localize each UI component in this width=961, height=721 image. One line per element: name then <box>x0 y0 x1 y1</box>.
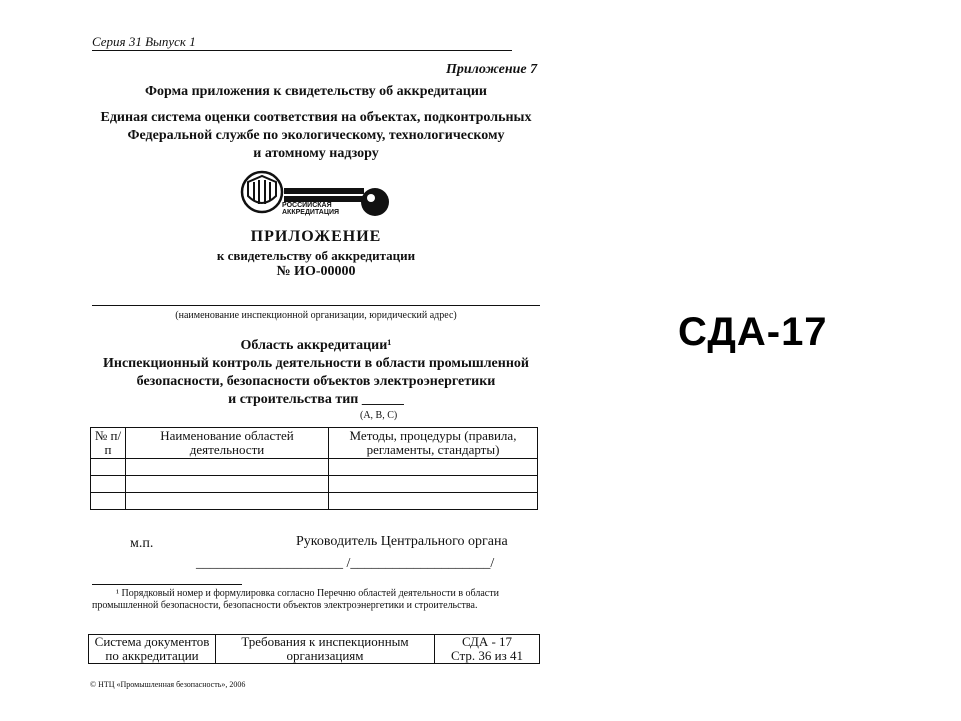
signature-lines: _____________________ /____________________/ <box>196 556 495 571</box>
accreditation-scope-table <box>90 427 538 510</box>
appendix-label: Приложение 7 <box>446 62 538 77</box>
type-hint: (А, В, С) <box>360 410 398 421</box>
table-cell <box>126 459 329 476</box>
org-caption: (наименование инспекционной организации, юридический адрес) <box>175 310 457 321</box>
table-cell <box>91 493 126 510</box>
system-line-2: Федеральной службе по экологическому, технологическому <box>127 128 505 143</box>
logo-text-line-1: РОССИЙСКАЯ <box>282 202 332 209</box>
table-cell <box>91 459 126 476</box>
table-row <box>91 476 538 493</box>
form-title: Форма приложения к свидетельству об аккредитации <box>145 84 487 99</box>
scope-line-3: и строительства тип ______ <box>228 392 404 407</box>
scope-line-1: Инспекционный контроль деятельности в области промышленной <box>103 356 529 371</box>
series-label: Серия 31 Выпуск 1 <box>92 34 196 49</box>
table-cell <box>126 476 329 493</box>
table-header-row <box>91 428 538 459</box>
footnote: ¹ Порядковый номер и формулировка согласно Перечню областей деятельности в области промышленной безопасности, безопасности объектов электроэнергетики и строительства. <box>92 588 499 611</box>
col-methods-header: Методы, процедуры (правила, регламенты, стандарты) <box>329 428 538 459</box>
logo-text-line-2: АККРЕДИТАЦИЯ <box>282 209 340 216</box>
org-name-line <box>92 305 540 306</box>
col-activity-header: Наименование областей деятельности <box>126 428 329 459</box>
document-footer <box>88 634 540 664</box>
footer-doc-code: СДА - 17 <box>461 634 513 649</box>
table-row <box>91 493 538 510</box>
scope-title: Область аккредитации¹ <box>240 338 392 353</box>
scope-line-2: безопасности, безопасности объектов электроэнергетики <box>136 374 496 389</box>
annex-number: № ИО-00000 <box>276 264 356 279</box>
document-code-label: СДА-17 <box>678 310 828 354</box>
logo-text <box>282 202 339 216</box>
footer-requirements: Требования к инспекционным организациям <box>216 635 435 664</box>
system-line-3: и атомному надзору <box>253 146 379 161</box>
header-rule <box>92 50 512 51</box>
table-row <box>91 459 538 476</box>
system-line-1: Единая система оценки соответствия на объектах, подконтрольных <box>100 110 532 125</box>
footer-page <box>435 635 540 664</box>
seal-label: м.п. <box>130 536 154 551</box>
copyright: © НТЦ «Промышленная безопасность», 2006 <box>90 680 246 689</box>
table-cell <box>329 493 538 510</box>
footnote-rule <box>92 584 242 585</box>
annex-subtitle: к свидетельству об аккредитации <box>216 248 416 263</box>
table-cell <box>329 459 538 476</box>
footer-page-number: Стр. 36 из 41 <box>451 648 523 663</box>
annex-heading: ПРИЛОЖЕНИЕ <box>250 228 382 245</box>
footer-doc-system: Система документов по аккредитации <box>89 635 216 664</box>
col-number-header: № п/п <box>91 428 126 459</box>
table-cell <box>329 476 538 493</box>
table-cell <box>91 476 126 493</box>
table-cell <box>126 493 329 510</box>
head-of-central-body: Руководитель Центрального органа <box>296 534 508 549</box>
